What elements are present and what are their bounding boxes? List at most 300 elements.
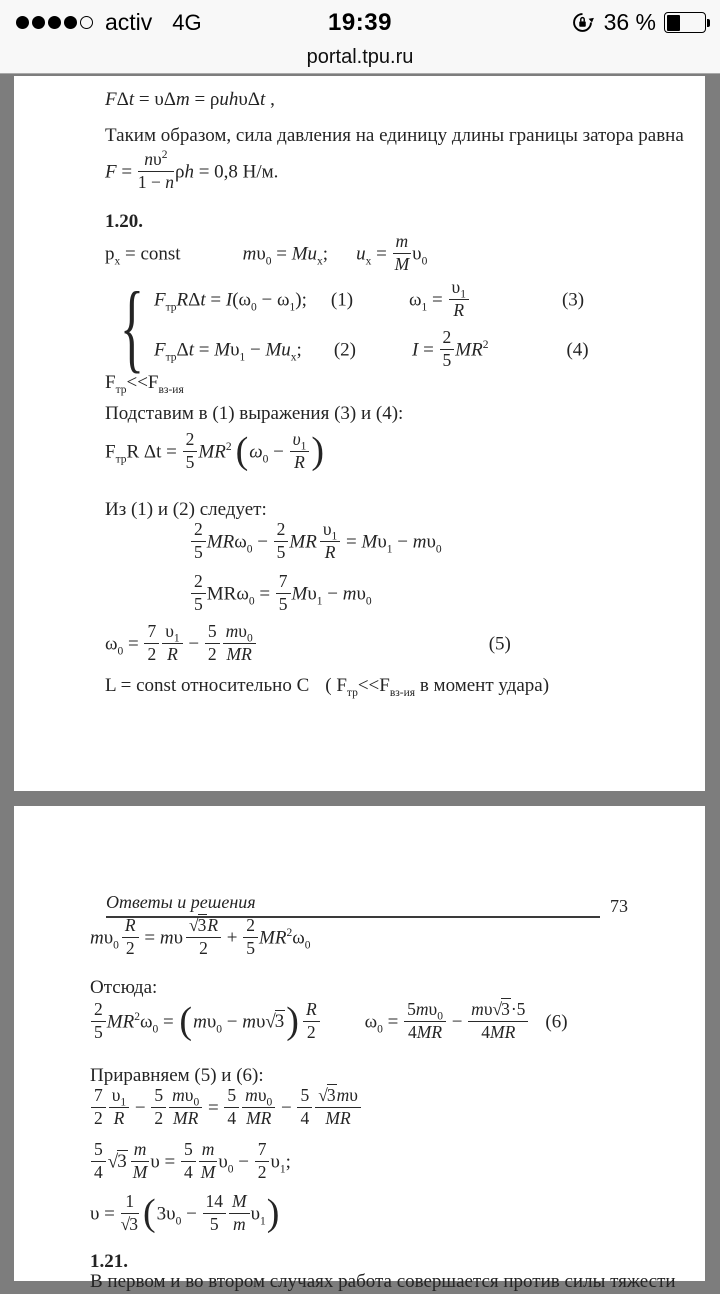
document-line	[90, 1139, 291, 1184]
math-token: υΔ	[238, 89, 261, 110]
system-row	[154, 327, 589, 372]
math-token: 0	[113, 939, 119, 952]
math-token: 0	[266, 1096, 273, 1109]
math-token: =	[116, 161, 137, 183]
math-token: ;	[285, 1151, 291, 1173]
math-token: 0	[435, 543, 442, 556]
math-token: R	[453, 299, 465, 320]
math-token: MRω	[206, 583, 249, 605]
document-line	[90, 976, 157, 1000]
sqrt-radical: √3	[492, 999, 510, 1019]
math-token: F	[105, 372, 116, 393]
math-token: 5	[194, 593, 203, 614]
math-token: (5)	[488, 633, 511, 655]
math-token: 0	[175, 1215, 182, 1228]
math-token: =	[139, 927, 160, 949]
math-token	[109, 1086, 129, 1128]
math-token	[276, 572, 291, 614]
math-token: p	[105, 243, 115, 265]
math-token: ρ	[174, 161, 185, 183]
math-token	[144, 622, 159, 664]
math-token: 5	[207, 621, 217, 641]
math-token: x	[114, 255, 121, 268]
math-token: MR	[325, 1107, 351, 1128]
math-token: =	[123, 633, 144, 655]
battery-tip	[707, 19, 711, 27]
document-page-2	[14, 806, 705, 1292]
math-token: M	[200, 1161, 216, 1182]
math-token	[91, 1000, 106, 1042]
math-token: 1	[239, 351, 246, 364]
math-token	[119, 942, 121, 943]
document-line	[190, 519, 442, 564]
math-token: −	[233, 1151, 254, 1173]
math-token: 1	[386, 543, 393, 556]
math-token	[197, 1166, 198, 1167]
math-token: 3	[326, 1085, 336, 1105]
math-token: υ	[428, 999, 438, 1019]
math-token	[183, 942, 185, 943]
math-token: 5	[442, 349, 452, 370]
math-token: t	[200, 289, 206, 311]
math-token: 4	[227, 1107, 237, 1128]
math-token: 4	[183, 1161, 193, 1182]
math-token: υ	[250, 1203, 261, 1225]
math-token: тр	[346, 686, 358, 699]
math-token: R	[324, 541, 336, 562]
math-token: (3)	[561, 289, 585, 311]
math-token	[328, 258, 356, 259]
math-token: 3	[129, 1213, 138, 1234]
math-token: υ	[451, 277, 461, 297]
math-token: R	[113, 1107, 125, 1128]
math-token: 2	[276, 519, 286, 539]
math-token	[255, 1140, 270, 1182]
math-token: uh	[219, 89, 239, 110]
network-type-label: 4G	[172, 9, 202, 35]
math-token	[191, 520, 206, 562]
math-token: = 0,8 Н/м.	[193, 161, 279, 183]
carrier-label: activ	[105, 9, 153, 35]
system-row	[154, 277, 589, 322]
math-token: 3	[274, 1011, 285, 1033]
sqrt-radical: √3	[120, 1213, 138, 1234]
math-token: ·5	[510, 999, 526, 1019]
math-token: M	[232, 1191, 247, 1211]
math-token: 0	[193, 1096, 200, 1109]
math-token: m	[233, 1213, 246, 1234]
math-token: 7	[147, 621, 157, 641]
math-token: −	[392, 531, 413, 553]
math-token: 1	[125, 1191, 135, 1211]
math-token: m	[242, 1011, 256, 1033]
math-token	[303, 1000, 320, 1042]
math-token: υ	[218, 1151, 228, 1173]
math-token: 5	[154, 1085, 164, 1105]
math-token: 2	[246, 915, 256, 935]
math-token: υ =	[150, 1151, 180, 1173]
math-token: −	[252, 531, 273, 553]
status-bar	[0, 0, 720, 43]
math-token	[224, 1086, 239, 1128]
math-token: υ	[256, 243, 266, 265]
math-token: MR	[173, 1107, 199, 1128]
math-token: +	[222, 927, 243, 949]
battery-percent: 36 %	[603, 9, 656, 35]
math-token	[138, 150, 174, 192]
math-token: I	[225, 289, 233, 311]
math-token: υ	[322, 519, 332, 539]
math-token	[393, 232, 412, 274]
math-token	[320, 520, 340, 562]
math-token	[227, 1218, 228, 1219]
math-token: 1	[120, 1096, 127, 1109]
document-line	[105, 429, 325, 474]
math-token: υ	[238, 621, 247, 641]
math-token: −	[322, 583, 343, 605]
math-token: ;	[322, 243, 329, 265]
math-token: 1.20.	[105, 211, 143, 232]
math-token: Отсюда:	[90, 977, 158, 998]
math-token	[191, 572, 206, 614]
math-token	[183, 430, 198, 472]
math-token: υ =	[90, 1203, 120, 1225]
math-token: F	[105, 441, 116, 463]
math-token: υ	[377, 531, 387, 553]
math-token: −	[268, 441, 289, 463]
math-token: 4	[300, 1107, 310, 1128]
math-token: ω	[234, 531, 247, 553]
math-token	[307, 304, 331, 305]
document-line	[105, 621, 511, 666]
math-token: 0	[246, 632, 253, 645]
document-line	[105, 231, 428, 276]
math-token: 1	[421, 301, 428, 314]
math-token: x	[365, 255, 372, 268]
url-text[interactable]: portal.tpu.ru	[306, 46, 414, 68]
math-token	[404, 1000, 446, 1042]
math-token: тр	[165, 301, 177, 314]
page-number: 73	[610, 896, 628, 916]
math-token: m	[175, 89, 190, 110]
math-token	[181, 258, 243, 259]
math-token: υ	[111, 1085, 121, 1105]
math-token: ω	[364, 1011, 378, 1033]
math-token: Подставим в (1) выражения (3) и (4):	[105, 403, 404, 424]
math-token: в момент удара)	[415, 675, 550, 696]
battery-fill	[667, 15, 680, 31]
math-token	[243, 916, 258, 958]
math-token: 5	[246, 937, 256, 958]
math-token: h	[184, 161, 194, 183]
document-viewport[interactable]	[0, 76, 720, 1292]
document-line	[105, 210, 143, 234]
math-token: =	[341, 531, 362, 553]
math-token: 1	[300, 440, 307, 453]
document-line	[90, 1270, 676, 1294]
math-token: m	[193, 1011, 207, 1033]
clock: 19:39	[328, 8, 392, 36]
math-token	[140, 1218, 142, 1219]
math-token: MR	[226, 643, 252, 664]
math-token: В первом и во втором случаях работа совершается против силы тяжести	[90, 1271, 676, 1292]
parenthesis: )	[266, 1192, 280, 1234]
math-token: 5	[209, 1213, 219, 1234]
math-token: υ	[173, 927, 183, 949]
math-token	[181, 1140, 196, 1182]
math-token: υ	[412, 243, 422, 265]
math-token: m	[172, 1085, 185, 1105]
math-token	[203, 1192, 227, 1234]
math-token: 2	[194, 571, 203, 591]
math-token	[449, 278, 469, 320]
math-token: ω	[105, 633, 118, 655]
status-right	[571, 9, 706, 36]
document-line	[90, 915, 311, 960]
math-token: m	[201, 1139, 215, 1159]
sqrt-radical: √3	[265, 1011, 285, 1033]
math-token: 0	[216, 1023, 222, 1036]
math-token	[232, 456, 235, 457]
math-token: m	[415, 999, 429, 1019]
math-token: 5	[185, 451, 195, 472]
math-token: m	[412, 531, 427, 553]
math-token: 5	[183, 1139, 193, 1159]
math-token: I	[411, 339, 419, 361]
math-token: L = const относительно C	[105, 675, 310, 696]
math-token: 2	[147, 643, 157, 664]
math-token: 1.21.	[90, 1251, 128, 1272]
math-token: υ	[184, 1085, 194, 1105]
math-token: 4	[408, 1021, 417, 1042]
math-token: 2	[161, 149, 168, 162]
curly-brace-icon: {	[120, 270, 144, 382]
math-token: m	[245, 1085, 258, 1105]
math-token	[205, 622, 220, 664]
math-token: m	[133, 1139, 147, 1159]
math-token: = ρ	[189, 89, 220, 110]
math-token: −	[183, 633, 204, 655]
math-token: 2	[306, 1021, 316, 1042]
math-token: 0	[248, 595, 255, 608]
math-token: x	[290, 351, 297, 364]
math-token: 0	[117, 645, 124, 658]
math-token: M	[132, 1161, 148, 1182]
math-token	[221, 648, 222, 649]
sqrt-radical: √3	[188, 915, 207, 935]
math-token: Mu	[265, 339, 291, 361]
math-token: F	[105, 89, 117, 110]
math-token: 2	[286, 927, 293, 940]
math-token: 0	[437, 1010, 443, 1023]
math-token: F	[105, 161, 117, 183]
math-token	[529, 1026, 545, 1027]
math-token: 2	[134, 1011, 140, 1024]
math-token: ω	[139, 1011, 153, 1033]
math-token: 4	[94, 1161, 103, 1182]
math-token: Mu	[291, 243, 318, 265]
math-token: =	[382, 1011, 404, 1033]
math-token	[309, 690, 325, 691]
math-token: υ	[153, 149, 162, 169]
math-token: t	[128, 89, 135, 110]
math-token	[121, 1192, 139, 1234]
math-token: 2	[125, 937, 135, 958]
url-bar[interactable]	[0, 43, 720, 74]
math-token	[317, 546, 319, 547]
math-token: 3	[117, 1151, 127, 1173]
math-token: 1	[260, 1215, 266, 1228]
math-token: 1	[173, 632, 180, 645]
math-token	[468, 1000, 528, 1042]
math-token: ,	[265, 89, 275, 110]
math-token: ω	[292, 927, 305, 949]
sqrt-radical: √3	[318, 1085, 336, 1105]
page-header-title: Ответы и решения	[106, 892, 600, 918]
math-token	[223, 622, 256, 664]
math-token: υ	[257, 1085, 267, 1105]
math-token: );	[295, 289, 307, 311]
math-token: 1	[460, 288, 466, 301]
math-token: F	[154, 339, 166, 361]
math-token: = const	[120, 243, 181, 265]
math-token: <<F	[126, 372, 159, 393]
math-token: 0	[265, 255, 272, 268]
math-token: M	[394, 253, 410, 274]
math-token: υ	[165, 621, 174, 641]
math-token: 0	[246, 543, 253, 556]
battery-icon	[664, 12, 706, 33]
math-token: M	[361, 531, 378, 553]
document-line	[105, 498, 267, 522]
math-token: R Δt =	[126, 441, 182, 463]
math-token	[91, 1140, 106, 1182]
math-token: ( F	[325, 675, 347, 696]
math-token: вз-ия	[158, 383, 184, 396]
math-token: 1	[279, 1163, 286, 1176]
document-line	[90, 1085, 362, 1130]
math-token: =	[203, 1097, 224, 1119]
document-line	[90, 999, 568, 1044]
math-token: ω	[249, 441, 263, 463]
document-line	[105, 124, 684, 148]
math-token: 1	[331, 530, 338, 543]
math-token: 0	[377, 1023, 383, 1036]
math-token: 0	[365, 595, 372, 608]
math-token	[356, 355, 412, 356]
math-token: 2	[257, 1161, 267, 1182]
math-token: υ	[426, 531, 436, 553]
math-token: MR	[106, 1011, 135, 1033]
math-token: R	[176, 289, 189, 311]
math-token: 0	[251, 301, 257, 314]
math-token: m	[225, 621, 239, 641]
math-token: (6)	[545, 1011, 568, 1033]
math-token: υ	[356, 583, 366, 605]
parenthesis: )	[286, 1000, 299, 1042]
math-token: υ	[270, 1151, 280, 1173]
math-token: Δ	[188, 289, 201, 311]
math-token: 7	[257, 1139, 267, 1159]
math-token: x	[317, 255, 323, 268]
sqrt-radical: √3	[107, 1151, 127, 1173]
math-token: M	[291, 583, 308, 605]
math-token: 5	[227, 1085, 237, 1105]
math-token: n	[144, 149, 154, 169]
math-token: тр	[115, 453, 127, 466]
math-token: F	[154, 289, 166, 311]
math-token: m	[471, 999, 484, 1019]
math-token: 0	[304, 939, 311, 952]
math-token: υ	[255, 1011, 266, 1033]
browser-chrome	[0, 0, 720, 74]
math-token: m	[336, 1085, 350, 1105]
math-token: 0	[262, 453, 269, 466]
page-header	[106, 892, 628, 918]
math-token	[488, 355, 566, 356]
math-token: υ	[307, 583, 317, 605]
math-token: 0	[421, 255, 428, 268]
math-token	[440, 328, 455, 370]
math-token	[186, 916, 221, 958]
math-token: MR	[289, 531, 317, 553]
math-token	[302, 355, 334, 356]
math-token: −	[130, 1097, 151, 1119]
math-token: −	[446, 1011, 468, 1033]
math-token: Таким образом, сила давления на единицу длины границы затора равна	[105, 125, 684, 146]
math-token: M	[214, 339, 231, 361]
math-token: R	[124, 915, 136, 935]
math-token: 4	[481, 1021, 491, 1042]
document-line	[105, 371, 184, 395]
math-token	[162, 622, 182, 664]
document-line	[190, 571, 372, 616]
parenthesis: (	[142, 1192, 156, 1234]
math-token: ω	[409, 289, 422, 311]
math-token: −	[181, 1203, 202, 1225]
math-token: t	[260, 89, 266, 110]
math-token: 5	[278, 593, 288, 614]
math-token: тр	[165, 351, 177, 364]
math-token	[160, 648, 161, 649]
math-token: 5	[276, 541, 286, 562]
math-token	[199, 1140, 218, 1182]
document-line	[90, 1191, 280, 1236]
math-token: =	[158, 1011, 179, 1033]
math-token: =	[418, 339, 439, 361]
math-token: 1 −	[137, 171, 166, 192]
orientation-lock-icon	[571, 11, 594, 34]
math-token: υ	[230, 339, 240, 361]
math-token: 3	[197, 915, 207, 935]
math-token: MR	[246, 1107, 272, 1128]
math-token	[131, 1140, 150, 1182]
math-token: =	[205, 289, 226, 311]
math-token: 2	[199, 937, 208, 958]
math-token	[240, 1112, 241, 1113]
math-token: вз-ия	[389, 686, 416, 699]
math-token: m	[90, 927, 104, 949]
math-token: MR	[416, 1021, 443, 1042]
math-token: 5	[94, 1139, 103, 1159]
math-token: −	[245, 339, 266, 361]
math-token	[313, 1112, 314, 1113]
math-token	[470, 304, 562, 305]
math-token: υ	[349, 1085, 358, 1105]
math-token	[315, 1086, 361, 1128]
math-token: 7	[278, 571, 288, 591]
math-token: 5	[94, 1021, 103, 1042]
